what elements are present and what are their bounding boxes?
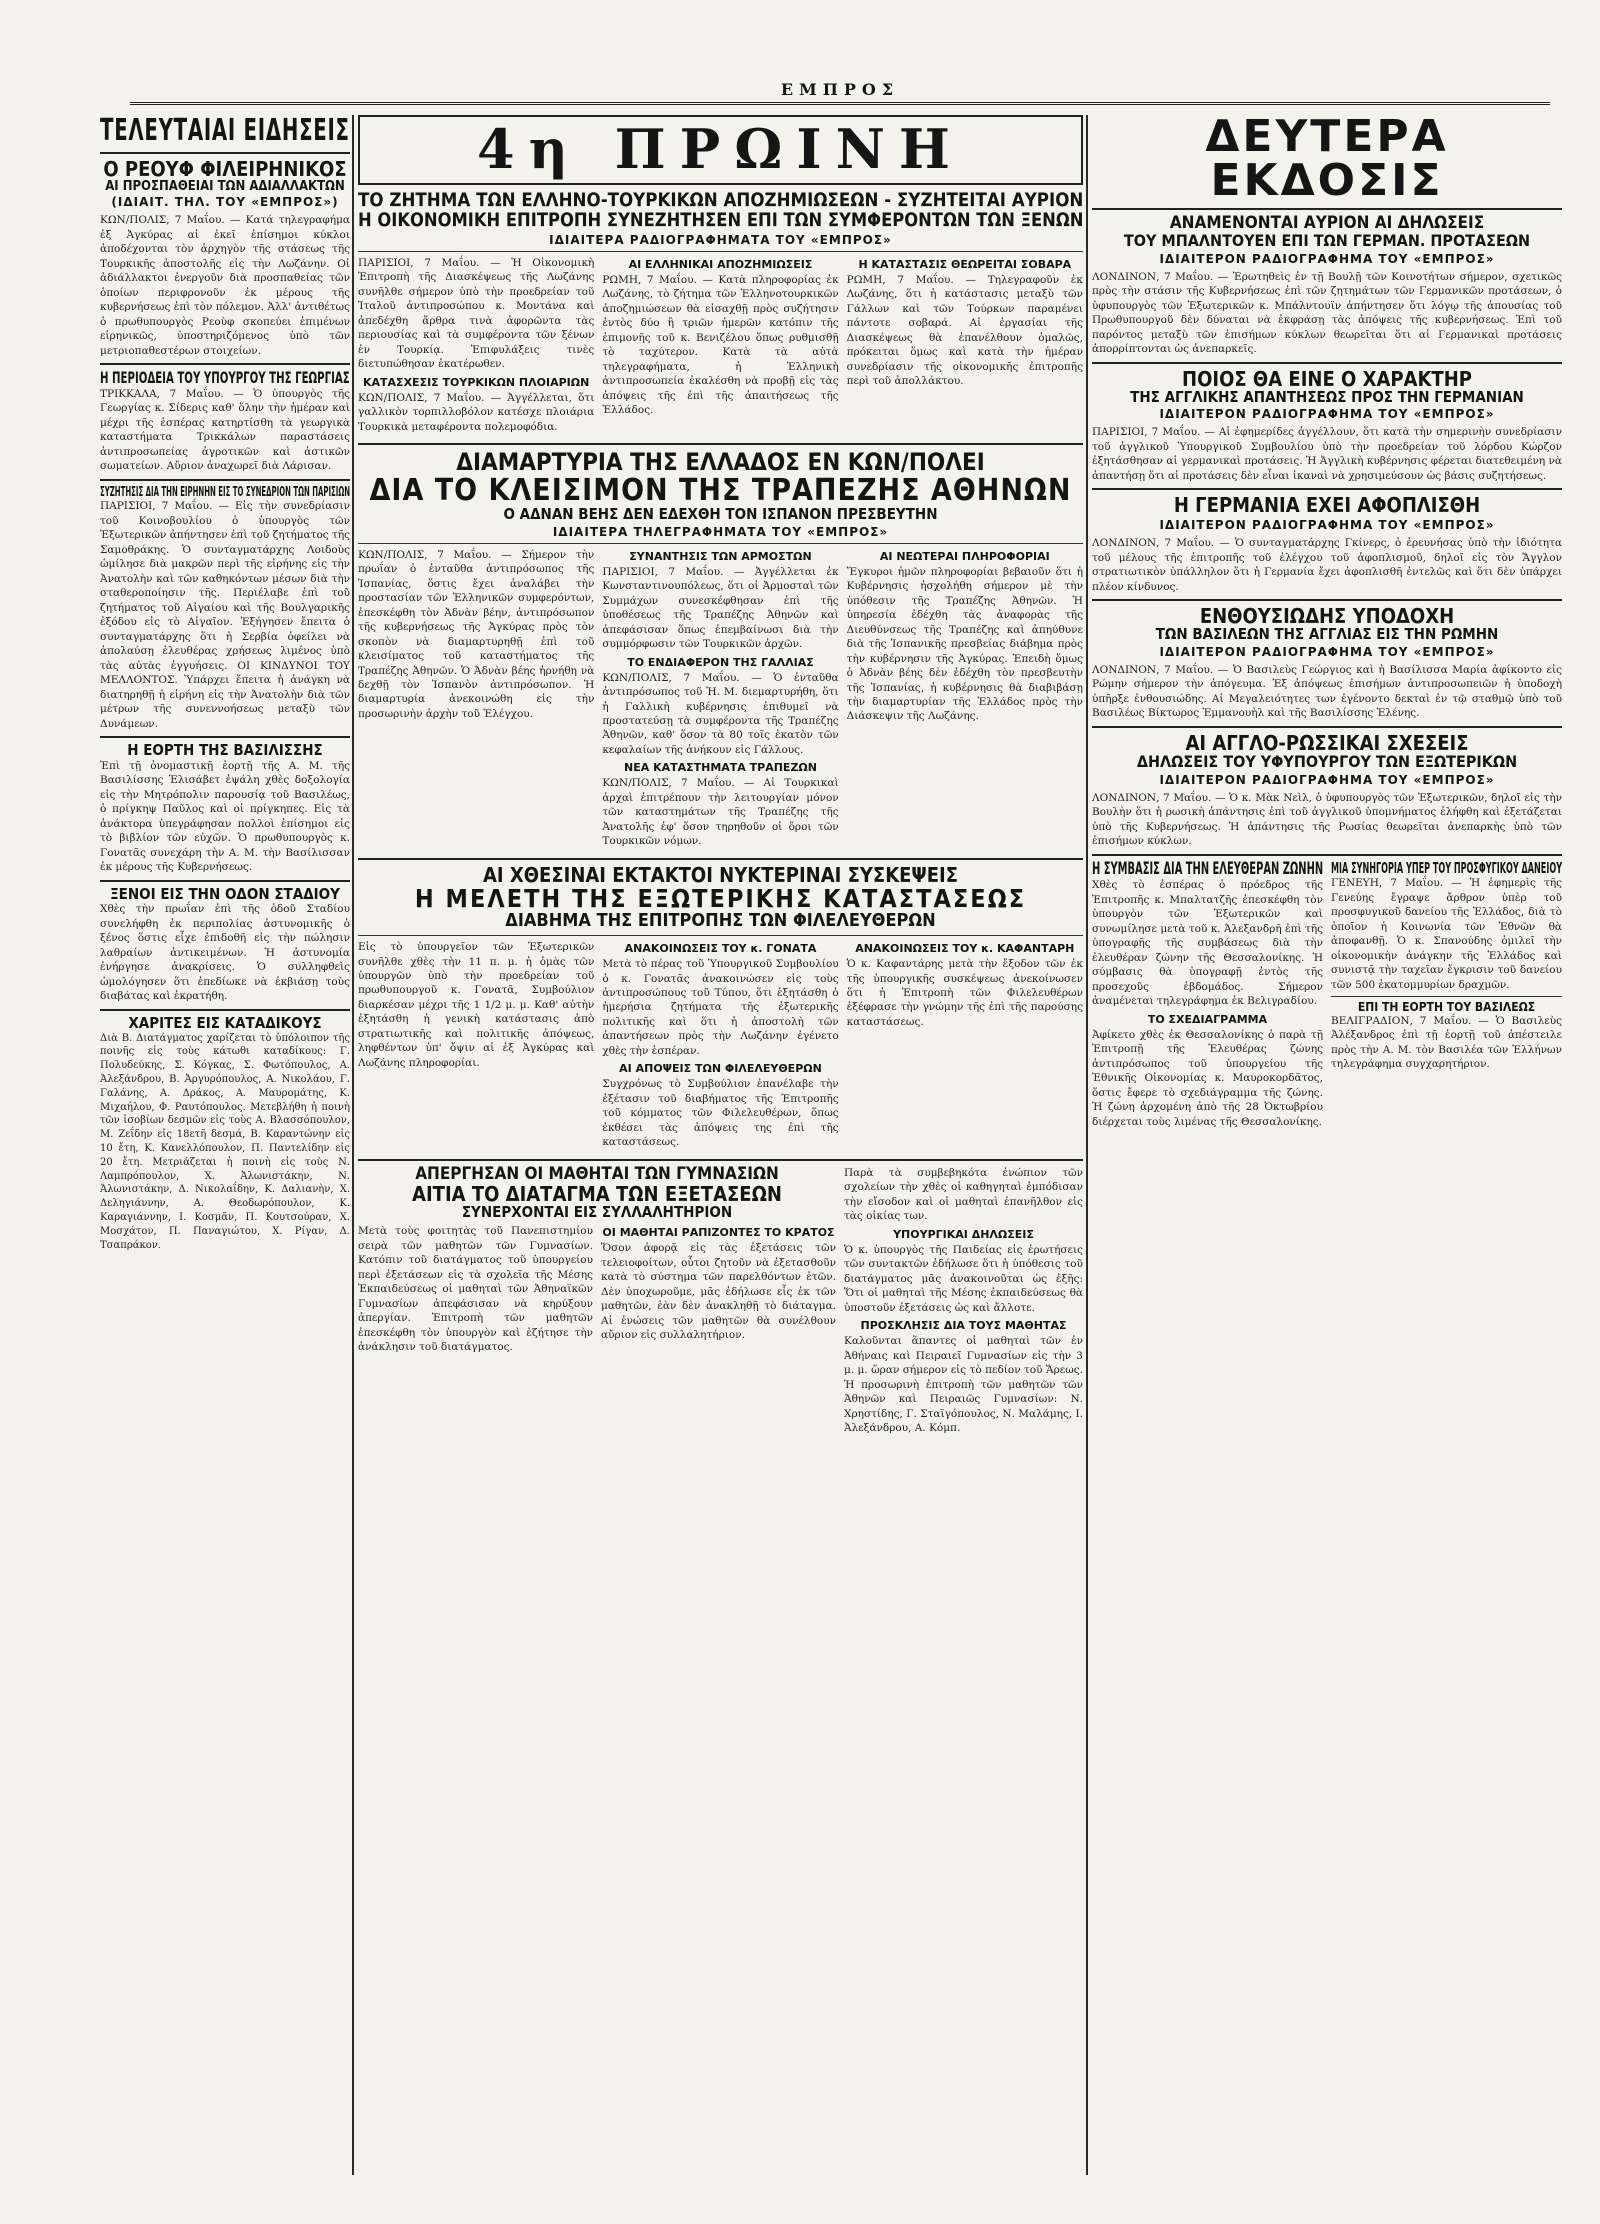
headline-anglo-russian: ΑΙ ΑΓΓΛΟ-ΡΩΣΣΙΚΑΙ ΣΧΕΣΕΙΣ — [1185, 730, 1469, 755]
article-kicker: ΑΝΑΚΟΙΝΩΣΕΙΣ ΤΟΥ κ. ΓΟΝΑΤΑ — [624, 942, 817, 956]
subheadline-undersecretary: ΔΗΛΩΣΕΙΣ ΤΟΥ ΥΦΥΠΟΥΡΓΟΥ ΤΩΝ ΕΞΩΤΕΡΙΚΩΝ — [1136, 751, 1518, 771]
left-column — [100, 115, 350, 2175]
article-text: ΛΟΝΔΙΝΟΝ, 7 Μαΐου. — Ὁ συνταγματάρχης Γκίνερς, ὁ ἐρευνήσας ὑπὸ τὴν ἰδιότητα τοῦ μέλους τῆς ἐπιτροπῆς τοῦ ἐλέγχου τοῦ ἀφοπλισμοῦ, δηλοῖ εἰς τὸν Ἄγγλον στρατιωτικὸν ὑπάλληλον ὅτι ἡ Γερμανία ἔχει ἀφοπλισθῆ ἐντελῶς καὶ ὅτι δὲν ὑπάρχει πλέον κίνδυνος. — [1092, 537, 1562, 593]
headline-reouf: Ο ΡΕΟΥΦ ΦΙΛΕΙΡΗΝΙΚΟΣ — [103, 156, 347, 181]
column-rule — [352, 115, 354, 2175]
article-columns — [358, 1163, 1083, 1440]
headline-latest-news: ΤΕΛΕΥΤΑΙΑΙ ΕΙΔΗΣΕΙΣ — [100, 115, 350, 148]
divider — [1092, 854, 1562, 856]
article-text: ΡΩΜΗ, 7 Μαΐου. — Τηλεγραφοῦν ἐκ Λωζάνης, ὅτι ἡ κατάστασις μεταξὺ τῶν Γάλλων καὶ τῶν Τούρκων παραμένει πάντοτε σοβαρά. Αἱ ἐργασίαι τῆς Διασκέψεως θὰ ἐπανέλθουν ὁμαλῶς, πρόκειται ὅμως καὶ κατὰ τὴν ἡμέραν συνεδρίασιν τῆς οἰκονομικῆς ἐπιτροπῆς περὶ τοῦ ἀπολλάκτου. — [846, 273, 1083, 388]
divider — [1092, 599, 1562, 601]
divider — [100, 736, 350, 738]
article-text: ΛΟΝΔΙΝΟΝ, 7 Μαΐου. — Ὁ Βασιλεὺς Γεώργιος καὶ ἡ Βασίλισσα Μαρία ἀφίκοντο εἰς Ρώμην σήμερον τὴν ἀπόγευμα. Ἐξ ἀπόψεως ἐπισήμων ἀντιπροσωπειῶν ἡ ὑποδοχὴ ὑπῆρξε ἐνθουσιώδης. Αἱ Μεγαλειότητες των ἐγένοντο δεκταὶ ἐν τῷ σταθμῷ ὑπὸ τοῦ Βασιλέως Βίκτωρος Ἐμμανουὴλ καὶ τῆς Βασιλίσσης Ἑλένης. — [1092, 663, 1562, 720]
divider — [100, 479, 350, 481]
headline-declarations: ΑΝΑΜΕΝΟΝΤΑΙ ΑΥΡΙΟΝ ΑΙ ΔΗΛΩΣΕΙΣ — [1169, 213, 1485, 233]
dispatch-source: ΙΔΙΑΙΤΕΡΟΝ ΡΑΔΙΟΓΡΑΦΗΜΑ ΤΟΥ «ΕΜΠΡΟΣ» — [1159, 251, 1495, 266]
article-text: Ἐπὶ τῇ ὀνομαστικῇ ἑορτῇ τῆς Α. Μ. τῆς Βασιλίσσης Ἐλισάβετ ἐψάλη χθὲς δοξολογία εἰς τὴν Μητρόπολιν παρουσίᾳ τοῦ Βασιλέως, ὁ πρίγκηψ Παῦλος καὶ οἱ πρίγκηπες. Εἰς τὰ ἀνάκτορα ὑπεγράφησαν πολλοὶ ἐπίσημοι εἰς τὸ βιβλίον τῶν εὐχῶν. Ὁ πρωθυπουργὸς κ. Γονατᾶς συνεχάρη τὴν Α. Μ. τὴν Βασίλισσαν ἐκ μέρους τῆς Κυβερνήσεως. — [100, 759, 350, 874]
headline-exam-decree: ΑΙΤΙΑ ΤΟ ΔΙΑΤΑΓΜΑ ΤΩΝ ΕΞΕΤΑΣΕΩΝ — [412, 1181, 782, 1206]
article-columns — [1092, 858, 1562, 1134]
headline-students-strike: ΑΠΕΡΓΗΣΑΝ ΟΙ ΜΑΘΗΤΑΙ ΤΩΝ ΓΥΜΝΑΣΙΩΝ — [415, 1163, 779, 1184]
divider — [100, 363, 350, 365]
headline-peace-discussion: ΣΥΖΗΤΗΣΙΣ ΔΙΑ ΤΗΝ ΕΙΡΗΝΗΝ ΕΙΣ ΤΟ ΣΥΝΕΔΡΙΟΝ ΤΩΝ ΠΑΡΙΣΙΩΝ — [100, 484, 350, 500]
edition-title: ΔΕΥΤΕΡΑ ΕΚΔΟΣΙΣ — [1205, 115, 1449, 206]
divider — [1092, 488, 1562, 490]
article-kicker: ΣΥΝΑΝΤΗΣΙΣ ΤΩΝ ΑΡΜΟΣΤΩΝ — [629, 549, 812, 563]
divider — [1331, 996, 1562, 997]
divider — [1092, 208, 1562, 210]
article-text: Καλοῦνται ἅπαντες οἱ μαθηταὶ τῶν ἐν Ἀθήναις καὶ Πειραιεῖ Γυμνασίων εἰς τὴν 3 μ. μ. ὥραν σήμερον εἰς τὸ πεδίον τοῦ Ἄρεως. Ἡ προσωρινὴ ἐπιτροπὴ τῶν μαθητῶν τῶν Ἀθηνῶν καὶ Πειραιῶς Γυμνασίων: Ν. Χρηστίδης, Γ. Σταϊγόπουλος, Ν. Μαλάμης, Ι. Ἀλεξάνδρου, Α. Κόμπ. — [844, 1335, 1083, 1435]
divider — [358, 935, 1083, 936]
article-kicker: ΚΑΤΑΣΧΕΣΙΣ ΤΟΥΡΚΙΚΩΝ ΠΛΟΙΑΡΙΩΝ — [363, 375, 590, 389]
dispatch-source: ΙΔΙΑΙΤΕΡΑ ΤΗΛΕΓΡΑΦΗΜΑΤΑ ΤΟΥ «ΕΜΠΡΟΣ» — [552, 524, 889, 539]
article-kicker: ΥΠΟΥΡΓΙΚΑΙ ΔΗΛΩΣΕΙΣ — [893, 1227, 1034, 1241]
article-kicker: ΑΝΑΚΟΙΝΩΣΕΙΣ ΤΟΥ κ. ΚΑΦΑΝΤΑΡΗ — [855, 942, 1075, 956]
center-column — [358, 115, 1083, 2175]
article-kicker: ΝΕΑ ΚΑΤΑΣΤΗΜΑΤΑ ΤΡΑΠΕΖΩΝ — [624, 761, 817, 775]
article-kicker: ΠΡΟΣΚΛΗΣΙΣ ΔΙΑ ΤΟΥΣ ΜΑΘΗΤΑΣ — [860, 1319, 1067, 1333]
dispatch-source: ΙΔΙΑΙΤΕΡΟΝ ΡΑΔΙΟΓΡΑΦΗΜΑ ΤΟΥ «ΕΜΠΡΟΣ» — [1159, 407, 1495, 422]
headline-pardons: ΧΑΡΙΤΕΣ ΕΙΣ ΚΑΤΑΔΙΚΟΥΣ — [128, 1013, 322, 1032]
column-rule — [1086, 115, 1088, 2175]
subheadline-intransigents: ΑΙ ΠΡΟΣΠΑΘΕΙΑΙ ΤΩΝ ΑΔΙΑΛΛΑΚΤΩΝ — [105, 178, 345, 194]
article-text: Χθὲς τὸ ἑσπέρας ὁ πρόεδρος τῆς Ἐπιτροπῆς κ. Μπαλτατζῆς ἐπεσκέφθη τὸν ὑπουργὸν τῶν Ἐξωτερικῶν καὶ συνωμίλησε μετὰ τοῦ κ. Ἀλεξανδρῆ ἐπὶ τῆς ὑπογραφῆς τῆς συμβάσεως διὰ τὴν ἐλευθέραν ζώνην τῆς Θεσσαλονίκης. Ἡ σύμβασις θὰ ὑπογραφῇ ἐντὸς τῆς προσεχοῦς ἑβδομάδος. Σήμερον ἀναμένεται τηλεγράφημα ἐκ Βελιγραδίου. — [1092, 879, 1323, 1008]
article-text: Μετὰ τὸ πέρας τοῦ Ὑπουργικοῦ Συμβουλίου ὁ κ. Γονατᾶς ἀνακοινώσεν εἰς τοὺς ἀντιπροσώπους τοῦ Τύπου, ὅτι ἐξητάσθη ὁ ἡμερήσια ζητήματα τῆς ἐξωτερικῆς πολιτικῆς καὶ ὅτι ἡ ἀποστολὴ τῶν ἀπαντήσεων πρὸς τὴν Λωζάνην ἐγένετο χθὲς τὴν ἑσπέραν. — [602, 958, 839, 1057]
headline-stadiou-street: ΞΕΝΟΙ ΕΙΣ ΤΗΝ ΟΔΟΝ ΣΤΑΔΙΟΥ — [110, 884, 340, 903]
headline-compensations: ΤΟ ΖΗΤΗΜΑ ΤΩΝ ΕΛΛΗΝΟ-ΤΟΥΡΚΙΚΩΝ ΑΠΟΖΗΜΙΩΣΕΩΝ - ΣΥΖΗΤΕΙΤΑΙ ΑΥΡΙΟΝ — [358, 189, 1083, 211]
subheadline-liberals: ΔΙΑΒΗΜΑ ΤΗΣ ΕΠΙΤΡΟΠΗΣ ΤΩΝ ΦΙΛΕΛΕΥΘΕΡΩΝ — [505, 910, 936, 932]
article-text: ΚΩΝ/ΠΟΛΙΣ, 7 Μαΐου. — Ὁ ἐνταῦθα ἀντιπρόσωπος τοῦ Ἡ. Μ. διεμαρτυρήθη, ὅτι ἡ Γαλλικὴ κυβέρνησις ἐπιθυμεῖ νὰ προστατεύσῃ τὰ συμφέροντα τῆς Τραπέζης Ἀθηνῶν, καθ' ὅσον τὰ 80 τοῖς ἑκατὸν τῶν κεφαλαίων τῆς ἀνήκουν εἰς Γάλλους. — [602, 671, 839, 756]
article-text: Χθὲς τὴν πρωΐαν ἐπὶ τῆς ὁδοῦ Σταδίου συνελήφθη ἐκ περιπολίας ἀστυνομικῆς ὁ ξένος ὅστις εἶχε ἐπιδοθῆ εἰς τὴν πώλησιν λαθραίων ἀντικειμένων. Ἡ ἀστυνομία ἐνήργησε ἀνακρίσεις. Ὁ συλληφθεὶς ὡμολόγησεν ὅτι ἐπεδίωκε νὰ ἐκβιάσῃ τοὺς διαβάτας καὶ ἐκρατήθη. — [100, 903, 350, 1003]
headline-refugee-loan: ΜΙΑ ΣΥΝΗΓΟΡΙΑ ΥΠΕΡ ΤΟΥ ΠΡΟΣΦΥΓΙΚΟΥ ΔΑΝΕΙΟΥ — [1331, 858, 1562, 877]
article-text: Διὰ Β. Διατάγματος χαρίζεται τὸ ὑπόλοιπον τῆς ποινῆς εἰς τοὺς κάτωθι καταδίκους: Γ. Πολυδεύκης, Σ. Κόγκας, Σ. Φωτόπουλος, Α. Ἀλεξάνδρου, Β. Ἀργυρόπουλος, Α. Νικολάου, Γ. Γαλάνης, Α. Δράκος, Α. Μαυρομάτης, Κ. Μιχαήλου, Φ. Ραυτόπουλος. Μετεβλήθη ἡ ποινὴ τῶν ἰσοβίων δεσμῶν εἰς τοὺς Α. Βλασσόπουλον, Μ. Ζεΐδην εἰς 18ετῆ δεσμά, Β. Καραντώνην εἰς 10 ἔτη, Κ. Κανελλόπουλον, Π. Παντελίδην εἰς 20 ἔτη. Μετριάζεται ἡ ποινὴ εἰς τοὺς Ν. Λαμπρόπουλον, Χ. Ἀλωνιστάκην, Ν. Ἀλωνιστάκην, Δ. Νικολαΐδην, Κ. Δαλιανὴν, Χ. Δεληγιάννην, Α. Θεοδωρόπουλον, Κ. Καραγιάννην, Ι. Κοσμᾶν, Π. Κουτσούραν, Χ. Μοσχάτον, Π. Παναγιώτου, Χ. Ρίγαν, Δ. Τσαπράκον. — [100, 1032, 350, 1251]
article-text: Ἔγκυροι ἡμῶν πληροφορίαι βεβαιοῦν ὅτι ἡ Κυβέρνησις ἠσχολήθη σήμερον μὲ τὴν ὑπόθεσιν τῆς Τραπέζης Ἀθηνῶν. Ἡ ὑπηρεσία ἐδέχθη τὰς ἀναφορὰς τῆς Διευθύνσεως τῆς Τραπέζης καὶ ἀπηύθυνε διὰ τῆς Ἰσπανικῆς πρεσβείας διάβημα πρὸς τὴν κυβέρνησιν τῆς Ἀγκύρας. Ἐπειδὴ ὅμως ὁ Ἀδνὰν βέης δὲν ἐδέχθη τὸν πρεσβευτὴν τῆς Ἰσπανίας, ἡ κυβέρνησις θὰ διαβιβάσῃ τὴν διαμαρτυρίαν τῆς Ἑλλάδος πρὸς τὴν Διάσκεψιν τῆς Λωζάνης. — [846, 565, 1083, 723]
masthead: ΕΜΠΡΟΣ — [130, 80, 1550, 105]
headline-economic-committee: Η ΟΙΚΟΝΟΜΙΚΗ ΕΠΙΤΡΟΠΗ ΣΥΝΕΖΗΤΗΣΕΝ ΕΠΙ ΤΩΝ ΣΥΜΦΕΡΟΝΤΩΝ ΤΩΝ ΞΕΝΩΝ — [358, 208, 1083, 231]
article-text: Παρὰ τὰ συμβεβηκότα ἐνώπιον τῶν σχολείων τὴν χθὲς οἱ καθηγηταὶ ἐμπόδισαν τὴν εἴσοδον καὶ οἱ μαθηταὶ ἐπανῆλθον εἰς τὰς οἰκίας των. — [844, 1166, 1083, 1223]
article-kicker: ΤΟ ΕΝΔΙΑΦΕΡΟΝ ΤΗΣ ΓΑΛΛΙΑΣ — [627, 655, 814, 669]
article-text: ΚΩΝ/ΠΟΛΙΣ, 7 Μαΐου. — Σήμερον τὴν πρωΐαν ὁ ἐνταῦθα ἀντιπρόσωπος τῆς Ἰσπανίας, ὅστις ἔχει ἀναλάβει τὴν προστασίαν τῶν Ἑλληνικῶν συμφερόντων, ἐπεσκέφθη τὸν Ἀδνὰν βέην, ἀντιπρόσωπον τῆς κυβερνήσεως τῆς Ἀγκύρας πρὸς τὸν σκοπὸν νὰ διαμαρτυρηθῇ ἐπὶ τοῦ κλεισίματος τοῦ καταστήματος τῆς Τραπέζης Ἀθηνῶν. Ὁ Ἀδνὰν βέης ἠρνήθη νὰ δεχθῇ τὸν Ἰσπανὸν ἀντιπρόσωπον. Ἡ διαμαρτυρία ἀνεκοινώθη εἰς τὴν προσωρινὴν ἀρχὴν τοῦ Ἐλέγχου. — [358, 548, 595, 720]
subheadline-adnan: Ο ΑΔΝΑΝ ΒΕΗΣ ΔΕΝ ΕΔΕΧΘΗ ΤΟΝ ΙΣΠΑΝΟΝ ΠΡΕΣΒΕΥΤΗΝ — [503, 504, 938, 523]
article-text: Μετὰ τοὺς φοιτητὰς τοῦ Πανεπιστημίου σειρὰ τῶν μαθητῶν τῶν Γυμνασίων. Κατόπιν τοῦ διατάγματος τοῦ ὑπουργείου περὶ ἐξετάσεων εἰς τὰ σχολεῖα τῆς Μέσης Ἐκπαιδεύσεως οἱ μαθηταὶ τῶν Ἀθηναϊκῶν Γυμνασίων ἀπεφάσισαν νὰ κηρύξουν ἀπεργίαν. Ἐπιτροπὴ τῶν μαθητῶν ἐπεσκέφθη τὸν ὑπουργὸν καὶ ἐζήτησε τὴν ἀνάκλησιν τοῦ διατάγματος. — [358, 1225, 593, 1354]
divider — [1092, 726, 1562, 728]
article-text: ΠΑΡΙΣΙΟΙ, 7 Μαΐου. — Ἀγγέλλεται ἐκ Κωνσταντινουπόλεως, ὅτι οἱ Ἀρμοσταὶ τῶν Συμμάχων συνεσκέφθησαν ἐπὶ τῆς ὑποθέσεως τῆς Τραπέζης Ἀθηνῶν καὶ ἀπεφάσισαν ὅπως ἐπεμβαίνωσι διὰ τὴν συμμόρφωσιν τῶν Τουρκικῶν ἀρχῶν. — [602, 565, 839, 651]
subheadline-rally: ΣΥΝΕΡΧΟΝΤΑΙ ΕΙΣ ΣΥΛΛΑΛΗΤΗΡΙΟΝ — [461, 1202, 733, 1221]
headline-germany-disarmed: Η ΓΕΡΜΑΝΙΑ ΕΧΕΙ ΑΦΟΠΛΙΣΘΗ — [1173, 493, 1481, 518]
subheadline-baldwin: ΤΟΥ ΜΠΑΛΝΤΟΥΕΝ ΕΠΙ ΤΩΝ ΓΕΡΜΑΝ. ΠΡΟΤΑΣΕΩΝ — [1123, 230, 1531, 250]
article-kicker: ΑΙ ΝΕΩΤΕΡΑΙ ΠΛΗΡΟΦΟΡΙΑΙ — [879, 549, 1050, 563]
subheadline-royals-rome: ΤΩΝ ΒΑΣΙΛΕΩΝ ΤΗΣ ΑΓΓΛΙΑΣ ΕΙΣ ΤΗΝ ΡΩΜΗΝ — [1155, 625, 1499, 644]
article-text: ΚΩΝ/ΠΟΛΙΣ, 7 Μαΐου. — Ἀγγέλλεται, ὅτι γαλλικὸν τορπιλλοβόλον κατέσχε πλοιάρια Τουρκικὰ μεταφέροντα πολεμοφόδια. — [358, 391, 595, 433]
dispatch-source: ΙΔΙΑΙΤΕΡΟΝ ΡΑΔΙΟΓΡΑΦΗΜΑ ΤΟΥ «ΕΜΠΡΟΣ» — [1159, 518, 1495, 533]
headline-minister-tour: Η ΠΕΡΙΟΔΕΙΑ ΤΟΥ ΥΠΟΥΡΓΟΥ ΤΗΣ ΓΕΩΡΓΙΑΣ — [100, 367, 350, 387]
divider — [100, 880, 350, 882]
divider — [1092, 362, 1562, 364]
article-text: Εἰς τὸ ὑπουργεῖον τῶν Ἐξωτερικῶν συνῆλθε χθὲς τὴν 11 π. μ. ἡ ὁμὰς τῶν ὑπουργῶν ὑπὸ τὴν προεδρείαν τοῦ πρωθυπουργοῦ κ. Γονατᾶ, Συμβούλιον διαρκέσαν μέχρι τῆς 1 1/2 μ. μ. Καθ' αὐτὴν ἐξητάσθη ἡ γενικὴ κατάστασις ἀπὸ στρατιωτικῆς καὶ πολιτικῆς ἀπόψεως, ληφθέντων ὑπ' ὄψιν αἱ ἐξ Ἀγκύρας καὶ Λωζάνης πληροφορίαι. — [358, 941, 595, 1069]
headline-free-zone: Η ΣΥΜΒΑΣΙΣ ΔΙΑ ΤΗΝ ΕΛΕΥΘΕΡΑΝ ΖΩΝΗΝ — [1092, 858, 1324, 879]
article-columns — [358, 548, 1083, 853]
headline-bank-closure: ΔΙΑ ΤΟ ΚΛΕΙΣΙΜΟΝ ΤΗΣ ΤΡΑΠΕΖΗΣ ΑΘΗΝΩΝ — [369, 473, 1072, 509]
divider — [100, 152, 350, 154]
headline-queen-feast: Η ΕΟΡΤΗ ΤΗΣ ΒΑΣΙΛΙΣΣΗΣ — [127, 741, 323, 760]
dispatch-source: (ΙΔΙΑΙΤ. ΤΗΛ. ΤΟΥ «ΕΜΠΡΟΣ») — [111, 195, 339, 210]
title-box — [358, 115, 1083, 185]
article-text: ΠΑΡΙΣΙΟΙ, 7 Μαΐου. — Ἡ Οἰκονομικὴ Ἐπιτροπὴ τῆς Διασκέψεως τῆς Λωζάνης συνῆλθε σήμερον ὑπὸ τὴν προεδρείαν τοῦ Ἰταλοῦ ἀντιπροσώπου κ. Μοντάνα καὶ ἀπεδέχθη ἄρθρα τινὰ ἀφορῶντα τὰς περιουσίας καὶ τὰ συμφέροντα τῶν ξένων ἐν Τουρκίᾳ. Ἐπιφυλάξεις τινὲς διετυπώθησαν ἑκατέρωθεν. — [358, 256, 595, 371]
article-text: ΛΟΝΔΙΝΟΝ, 7 Μαΐου. — Ἐρωτηθεὶς ἐν τῇ Βουλῇ τῶν Κοινοτήτων σήμερον, σχετικῶς πρὸς τὴν στάσιν τῆς Κυβερνήσεως ἐπὶ τῶν ζητημάτων τῶν Γερμανικῶν προτάσεων, ὁ ὑφυπουργὸς τῶν Ἐξωτερικῶν κ. Μπάλντουϊν ἀπήντησεν ὅτι λόγῳ τῆς ἀπουσίας τοῦ Πρωθυπουργοῦ δὲν δύναται νὰ ἐκφράσῃ τὰς ἀπόψεις τῆς κυβερνήσεως. Ἐπὶ τοῦ παρόντος μεταξὺ τῶν ἐπισήμων κύκλων θεωρεῖται ὅτι αἱ Γερμανικαὶ προτάσεις ἀπορρίπτονται ὡς ἀνεπαρκεῖς. — [1092, 270, 1562, 356]
article-text: Ἀφίκετο χθὲς ἐκ Θεσσαλονίκης ὁ παρὰ τῇ Ἐπιτροπῇ τῆς Ἐλευθέρας ζώνης ἀντιπρόσωπος τοῦ ὑπουργείου τῆς Ἐθνικῆς Οἰκονομίας κ. Μαυροκορδᾶτος, ὅστις ἔφερε τὸ σχεδιάγραμμα τῆς ζώνης. Ἡ ζώνη ἀρχομένη ἀπὸ τῆς 28 Ὀκτωβρίου διέρχεται τοὺς λιμένας τῆς Θεσσαλονίκης. — [1092, 1028, 1323, 1128]
article-text: ΠΑΡΙΣΙΟΙ, 7 Μαΐου. — Εἰς τὴν συνεδρίασιν τοῦ Κοινοβουλίου ὁ ὑπουργὸς τῶν Ἐξωτερικῶν ἀπήντησεν ἐπὶ τοῦ ζητήματος τῆς Σαμοθράκης. Ὁ συνταγματάρχης Λοιδοὺς ὡμίλησε διὰ μακρῶν περὶ τῆς εἰρήνης εἰς τὴν Ἀνατολὴν καὶ τῶν καθηκόντων μέσων διὰ τὴν σταθεροποίησιν τῆς. Περιέλαβε ἐπὶ τοῦ ζητήματος τοῦ Αἰγαίου καὶ τῆς Βουλγαρικῆς ἐξόδου εἰς τὸ Αἰγαῖον. Ἐξήγησεν ἔπειτα ὁ συνταγματάρχης ὅτι ἡ Σερβία ὁφείλει νὰ ἀπολαύσῃ ἐλευθέρας χρήσεως λιμένος ὑπὸ τὰς αὐτὰς ἐγγυήσεις. ΟΙ ΚΙΝΔΥΝΟΙ ΤΟΥ ΜΕΛΛΟΝΤΟΣ. Ὑπάρχει ἔπειτα ἡ ἀνάγκη νὰ διατηρηθῇ ἡ εἰρήνη εἰς τὴν Ἀνατολὴν διὰ τῶν μέτρων τῆς συνεννοήσεως μεταξὺ τῶν Δυνάμεων. — [100, 500, 350, 730]
article-columns — [358, 940, 1083, 1154]
article-columns — [358, 256, 1083, 438]
article-text: Συγχρόνως τὸ Συμβούλιον ἐπανέλαβε τὴν ἐξέτασιν τοῦ διαβήματος τῆς Ἐπιτροπῆς τοῦ κόμματος τῶν Φιλελευθέρων, ὅπως ἐκθέσει τὰς ἀπόψεις της ἐπὶ τῆς καταστάσεως. — [602, 1078, 839, 1149]
divider — [358, 543, 1083, 544]
divider — [358, 251, 1083, 252]
article-text: ΒΕΛΙΓΡΑΔΙΟΝ, 7 Μαΐου. — Ὁ Βασιλεὺς Ἀλέξανδρος ἐπὶ τῇ ἑορτῇ τοῦ ἀπέστειλε πρὸς τὴν Α. Μ. τὸν Βασιλέα τῶν Ἑλλήνων τηλεγράφημα συγχαρητήριον. — [1331, 1014, 1562, 1071]
article-text: Ὁ κ. Καφαντάρης μετὰ τὴν ἔξοδον τῶν ἐκ τῆς ὑπουργικῆς συσκέψεως ἀνεκοίνωσεν ὅτι ἡ Ἐπιτροπὴ τῶν Φιλελευθέρων ἐξέφρασε τὴν γνώμην τῆς ἐπὶ τῆς παρούσης καταστάσεως. — [846, 958, 1083, 1028]
divider — [358, 443, 1083, 445]
subheadline-english-reply: ΤΗΣ ΑΓΓΛΙΚΗΣ ΑΠΑΝΤΗΣΕΩΣ ΠΡΟΣ ΤΗΝ ΓΕΡΜΑΝΙΑΝ — [1130, 387, 1524, 406]
dispatch-source: ΙΔΙΑΙΤΕΡΟΝ ΡΑΔΙΟΓΡΑΦΗΜΑ ΤΟΥ «ΕΜΠΡΟΣ» — [1159, 772, 1495, 787]
article-kicker: ΤΟ ΣΧΕΔΙΑΓΡΑΜΜΑ — [1147, 1012, 1268, 1026]
headline-reception: ΕΝΘΟΥΣΙΩΔΗΣ ΥΠΟΔΟΧΗ — [1199, 604, 1455, 629]
divider — [100, 1009, 350, 1011]
article-text: Ὅσον ἀφορᾷ εἰς τὰς ἐξετάσεις τῶν τελειοφοίτων, οὗτοι ζητοῦν νὰ ἐξετασθοῦν κατὰ τὸ σύστημα τῶν παρελθόντων ἐτῶν. Δὲν ὑποχωροῦμε, μᾶς ἐδήλωσε εἷς ἐκ τῶν μαθητῶν, ἐὰν δὲν ἀνακληθῇ τὸ διάταγμα. Αἱ ἐνώσεις τῶν μαθητῶν θὰ συνέλθουν αὔριον εἰς συλλαλητήριον. — [601, 1242, 836, 1342]
edition-title: 4η ΠΡΩΙΝΗ — [477, 117, 964, 181]
article-kicker: ΑΙ ΑΠΟΨΕΙΣ ΤΩΝ ΦΙΛΕΛΕΥΘΕΡΩΝ — [619, 1062, 822, 1076]
article-kicker: ΟΙ ΜΑΘΗΤΑΙ ΡΑΠΙΖΟΝΤΕΣ ΤΟ ΚΡΑΤΟΣ — [602, 1226, 835, 1240]
article-text: ΤΡΙΚΚΑΛΑ, 7 Μαΐου. — Ὁ ὑπουργὸς τῆς Γεωργίας κ. Σίδερις καθ' ὅλην τὴν ἡμέραν καὶ μέχρι τῆς ἑσπέρας κατηρτίσθη τὰ γεωργικὰ καταστήματα Τρικκάλων παραστάσεις ἀντιπροσωπείας ἀγροτικῶν καὶ ἀστικῶν σωματείων. Αὔριον ἀναχωρεῖ διὰ Λάρισαν. — [100, 387, 350, 473]
article-text: ΛΟΝΔΙΝΟΝ, 7 Μαΐου. — Ὁ κ. Μὰκ Νεὶλ, ὁ ὑφυπουργὸς τῶν Ἐξωτερικῶν, δηλοῖ εἰς τὴν Βουλὴν ὅτι ἡ ρωσικὴ ἀπάντησις ἐπὶ τοῦ ἀγγλικοῦ ὑπομνήματος ἐλήφθη καὶ ἐξετάζεται ὑπὸ τῆς Κυβερνήσεως. Ἡ ἀπάντησις τῆς Ρωσίας θεωρεῖται ἀνεπαρκὴς ὑπὸ τῶν ἐπισήμων κύκλων. — [1092, 791, 1562, 848]
article-text: ΠΑΡΙΣΙΟΙ, 7 Μαΐου. — Αἱ ἐφημερίδες ἀγγέλλουν, ὅτι κατὰ τὴν σημερινὴν συνεδρίασιν τοῦ ἀγγλικοῦ Ὑπουργικοῦ Συμβουλίου ὑπὸ τὴν προεδρείαν τοῦ λόρδου Κώρζον ἐξητάσθησαν αἱ γερμανικαὶ προτάσεις. Ἡ Ἀγγλικὴ κυβέρνησις φέρεται διατεθειμένη νὰ ἀπαντήσῃ ὅτι αἱ προτάσεις δὲν εἶναι ἱκαναὶ νὰ χρησιμεύσουν ὡς βάσις συζητήσεως. — [1092, 426, 1562, 482]
headline-night-meetings: ΑΙ ΧΘΕΣΙΝΑΙ ΕΚΤΑΚΤΟΙ ΝΥΚΤΕΡΙΝΑΙ ΣΥΣΚΕΨΕΙΣ — [483, 862, 958, 887]
divider — [358, 858, 1083, 860]
headline-character: ΠΟΙΟΣ ΘΑ ΕΙΝΕ Ο ΧΑΡΑΚΤΗΡ — [1182, 366, 1472, 391]
article-text: ΓΕΝΕΥΗ, 7 Μαΐου. — Ἡ ἐφημερὶς τῆς Γενεύης ἔγραψε ἄρθρον ὑπὲρ τοῦ προσφυγικοῦ δανείου τῆς Ἑλλάδος, διὰ τὸ ὁποῖον ἡ Κοινωνία τῶν Ἐθνῶν θὰ ἀποφανθῇ. Ὁ κ. Σπανούδης ὁμιλεῖ τὴν οἰκονομικὴν ἀνάγκην τῆς Ἑλλάδος καὶ συνιστᾷ τὴν ταχεῖαν ἔγκρισιν τοῦ δανείου τῶν 500 ἑκατομμυρίων δραχμῶν. — [1331, 877, 1562, 991]
divider — [358, 1159, 1083, 1161]
headline-foreign-situation: Η ΜΕΛΕΤΗ ΤΗΣ ΕΞΩΤΕΡΙΚΗΣ ΚΑΤΑΣΤΑΣΕΩΣ — [414, 883, 1027, 913]
article-text: ΚΩΝ/ΠΟΛΙΣ, 7 Μαΐου. — Αἱ Τουρκικαὶ ἀρχαὶ ἐπιτρέπουν τὴν λειτουργίαν μόνον τῶν καταστημάτων τῆς Τραπέζης τῆς Ἀνατολῆς ἐφ' ὅσον τηρηθοῦν οἱ ὅροι τῶν Τουρκικῶν νόμων. — [602, 777, 839, 848]
article-text: ΡΩΜΗ, 7 Μαΐου. — Κατὰ πληροφορίας ἐκ Λωζάνης, τὸ ζήτημα τῶν Ἑλληνοτουρκικῶν ἀποζημιώσεων θὰ εἰσαχθῇ πρὸς συζήτησιν ἐντὸς δύο ἢ τριῶν ἡμερῶν κατόπιν τῆς ἐπιμονῆς τοῦ κ. Βενιζέλου ὅπως ρυθμισθῇ τὸ ταχύτερον. Κατὰ τὰ αὐτὰ τηλεγραφήματα, ἡ Ἑλληνικὴ ἀντιπροσωπεία ἐκαλέσθη νὰ προβῇ εἰς τὰς ἀπόψεις τῆς ἐπὶ τῆς ἀπαιτήσεως τῆς Ἑλλάδος. — [602, 273, 839, 417]
headline-king-feast: ΕΠΙ ΤΗ ΕΟΡΤΗ ΤΟΥ ΒΑΣΙΛΕΩΣ — [1357, 1000, 1536, 1015]
dispatch-source: ΙΔΙΑΙΤΕΡΑ ΡΑΔΙΟΓΡΑΦΗΜΑΤΑ ΤΟΥ «ΕΜΠΡΟΣ» — [549, 232, 892, 247]
right-column — [1092, 115, 1562, 2175]
dispatch-source: ΙΔΙΑΙΤΕΡΟΝ ΡΑΔΙΟΓΡΑΦΗΜΑ ΤΟΥ «ΕΜΠΡΟΣ» — [1159, 644, 1495, 659]
article-kicker: ΑΙ ΕΛΛΗΝΙΚΑΙ ΑΠΟΖΗΜΙΩΣΕΙΣ — [628, 257, 813, 271]
article-kicker: Η ΚΑΤΑΣΤΑΣΙΣ ΘΕΩΡΕΙΤΑΙ ΣΟΒΑΡΑ — [858, 257, 1072, 271]
article-text: Ὁ κ. ὑπουργὸς τῆς Παιδείας εἰς ἐρωτήσεις τῶν συντακτῶν ἐδήλωσε ὅτι ἡ ὑπόθεσις τοῦ διατάγματος μᾶς ἀνακοινοῦται ὡς ἑξῆς: Ὅτι οἱ μαθηταὶ τῆς Μέσης ἐκπαιδεύσεως θὰ ὑποστοῦν ἐξετάσεις ὡς καὶ ἄλλοτε. — [844, 1243, 1083, 1314]
headline-greek-protest: ΔΙΑΜΑΡΤΥΡΙΑ ΤΗΣ ΕΛΛΑΔΟΣ ΕΝ ΚΩΝ/ΠΟΛΕΙ — [456, 448, 985, 477]
article-text: ΚΩΝ/ΠΟΛΙΣ, 7 Μαΐου. — Κατά τηλεγραφήμα ἐξ Ἀγκύρας αἱ ἐκεῖ ἐπίσημοι κύκλοι ἀποδέχονται τὸν ἀρχηγὸν τῆς στάσεως τῆς Τουρκικῆς ἀποστολῆς εἰς τὴν Λωζάνην. Οἱ ἀδιάλλακτοι ἐνεργοῦν διὰ προσπαθείας τῶν ὁποίων περιφρονοῦν ἐκ μέρους τῆς κυβερνήσεως ἐπὶ τὸν πόλεμον. Ἀλλ' ἀντιθέτως ὁ πρωθυπουργὸς Ρεοὺφ σκοπεύει ἐπιμένων εἰρηνικῶς, ὑποστηριζόμενος ὑπὸ τῶν μετριοπαθεστέρων στοιχείων. — [100, 214, 350, 357]
